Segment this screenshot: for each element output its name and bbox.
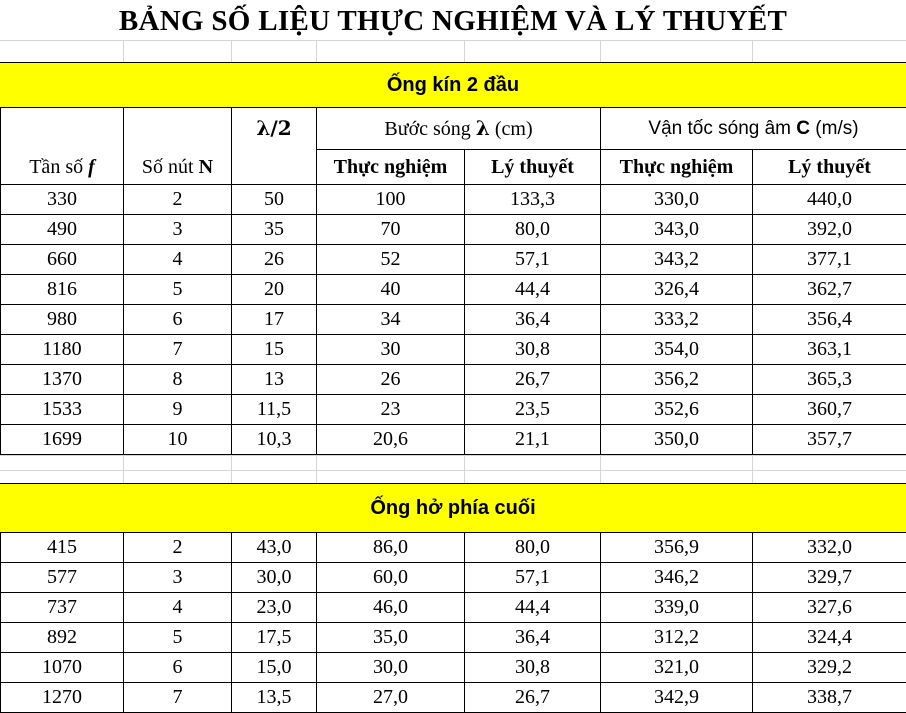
table-cell: 57,1: [465, 245, 601, 275]
table-cell: 10: [124, 425, 232, 455]
table-cell: 354,0: [601, 335, 753, 365]
table-cell: 60,0: [317, 563, 465, 593]
table-cell: 17,5: [232, 623, 317, 653]
table-cell: 23: [317, 395, 465, 425]
table-cell: 330: [1, 185, 124, 215]
table-cell: 23,5: [465, 395, 601, 425]
table-cell: 333,2: [601, 305, 753, 335]
table-cell: 342,9: [601, 683, 753, 713]
table-row: [1, 185, 906, 215]
table-cell: 26: [317, 365, 465, 395]
table-cell: 133,3: [465, 185, 601, 215]
header-cell-empty: [1, 108, 124, 150]
table-cell: 30,0: [232, 563, 317, 593]
wavelength-header: [317, 108, 601, 150]
table-cell: 3: [124, 563, 232, 593]
wl-exp-header: Thực nghiệm: [317, 150, 465, 185]
table-cell: 1180: [1, 335, 124, 365]
table-cell: 440,0: [753, 185, 906, 215]
table-cell: 20: [232, 275, 317, 305]
table-cell: 1070: [1, 653, 124, 683]
wavelength-symbol: λ: [476, 116, 490, 140]
table-cell: 350,0: [601, 425, 753, 455]
table-cell: 816: [1, 275, 124, 305]
table-cell: 44,4: [465, 593, 601, 623]
table-cell: 892: [1, 623, 124, 653]
header-row-bottom: [1, 150, 906, 185]
section1-label: Ống kín 2 đầu: [387, 74, 519, 96]
table-cell: 577: [1, 563, 124, 593]
section2-label: Ống hở phía cuối: [370, 497, 535, 519]
table-cell: 329,7: [753, 563, 906, 593]
table-cell: 377,1: [753, 245, 906, 275]
table-cell: 26,7: [465, 683, 601, 713]
table-cell: 35: [232, 215, 317, 245]
table-cell: 360,7: [753, 395, 906, 425]
table-cell: 980: [1, 305, 124, 335]
table-cell: 46,0: [317, 593, 465, 623]
table-cell: 5: [124, 275, 232, 305]
half-lambda-label: λ/2: [256, 116, 291, 140]
table-section2: [0, 532, 906, 713]
table-cell: 100: [317, 185, 465, 215]
table-cell: 3: [124, 215, 232, 245]
table-cell: 2: [124, 533, 232, 563]
table-cell: 324,4: [753, 623, 906, 653]
table-cell: 339,0: [601, 593, 753, 623]
table-cell: 330,0: [601, 185, 753, 215]
table-cell: 27,0: [317, 683, 465, 713]
table-row: [1, 623, 906, 653]
table-cell: 80,0: [465, 215, 601, 245]
speed-header: [601, 108, 906, 150]
table-row: [1, 245, 906, 275]
table-cell: 332,0: [753, 533, 906, 563]
table-cell: 17: [232, 305, 317, 335]
table-row: [1, 215, 906, 245]
table-cell: 326,4: [601, 275, 753, 305]
table-cell: 13,5: [232, 683, 317, 713]
freq-prefix: Tần số: [29, 156, 88, 178]
table-cell: 327,6: [753, 593, 906, 623]
table-cell: 321,0: [601, 653, 753, 683]
table-cell: 329,2: [753, 653, 906, 683]
table-cell: 57,1: [465, 563, 601, 593]
table-row: [1, 365, 906, 395]
table-cell: 363,1: [753, 335, 906, 365]
table-row: [1, 683, 906, 713]
table-cell: 15: [232, 335, 317, 365]
table-row: [1, 653, 906, 683]
table-row: [1, 563, 906, 593]
table-cell: 11,5: [232, 395, 317, 425]
wavelength-unit: (cm): [490, 118, 533, 140]
table-cell: 26,7: [465, 365, 601, 395]
speed-unit: (m/s): [810, 118, 859, 139]
wl-theory-header: Lý thuyết: [465, 150, 601, 185]
table-cell: 737: [1, 593, 124, 623]
table-cell: 21,1: [465, 425, 601, 455]
table-row: [1, 335, 906, 365]
table-cell: 36,4: [465, 623, 601, 653]
table-row: [1, 395, 906, 425]
table-cell: 50: [232, 185, 317, 215]
table-cell: 34: [317, 305, 465, 335]
table-row: [1, 593, 906, 623]
table-cell: 30,8: [465, 335, 601, 365]
table-cell: 392,0: [753, 215, 906, 245]
table-cell: 2: [124, 185, 232, 215]
v-theory-header: Lý thuyết: [753, 150, 906, 185]
table-cell: 8: [124, 365, 232, 395]
section1-band: [0, 62, 906, 108]
table-cell: 660: [1, 245, 124, 275]
nodes-symbol: N: [199, 156, 213, 178]
table-cell: 365,3: [753, 365, 906, 395]
table-cell: 52: [317, 245, 465, 275]
table-cell: 44,4: [465, 275, 601, 305]
table-cell: 13: [232, 365, 317, 395]
table-cell: 9: [124, 395, 232, 425]
table-cell: 352,6: [601, 395, 753, 425]
table-cell: 30,8: [465, 653, 601, 683]
header-cell-empty: [124, 108, 232, 150]
table-cell: 40: [317, 275, 465, 305]
table-cell: 1533: [1, 395, 124, 425]
speed-symbol: C: [796, 118, 810, 139]
table-cell: 1699: [1, 425, 124, 455]
nodes-prefix: Số nút: [142, 156, 199, 178]
table-cell: 26: [232, 245, 317, 275]
table-cell: 343,0: [601, 215, 753, 245]
table-cell: 343,2: [601, 245, 753, 275]
table-cell: 346,2: [601, 563, 753, 593]
table-row: [1, 275, 906, 305]
table-cell: 4: [124, 593, 232, 623]
table-row: [1, 425, 906, 455]
half-lambda-header: [232, 108, 317, 150]
table-cell: 7: [124, 335, 232, 365]
v-exp-header: Thực nghiệm: [601, 150, 753, 185]
table-cell: 415: [1, 533, 124, 563]
table-cell: 23,0: [232, 593, 317, 623]
page-title: BẢNG SỐ LIỆU THỰC NGHIỆM VÀ LÝ THUYẾT: [0, 0, 906, 40]
nodes-header: [124, 150, 232, 185]
freq-symbol: f: [88, 156, 95, 178]
table-cell: 4: [124, 245, 232, 275]
speed-prefix: Vận tốc sóng âm: [648, 118, 796, 139]
table-cell: 36,4: [465, 305, 601, 335]
table-cell: 15,0: [232, 653, 317, 683]
table-cell: 35,0: [317, 623, 465, 653]
table-cell: 30,0: [317, 653, 465, 683]
table-cell: 490: [1, 215, 124, 245]
table-cell: 1370: [1, 365, 124, 395]
table-cell: 20,6: [317, 425, 465, 455]
table-row: [1, 533, 906, 563]
table-cell: 357,7: [753, 425, 906, 455]
table-row: [1, 305, 906, 335]
table-cell: 362,7: [753, 275, 906, 305]
table-cell: 5: [124, 623, 232, 653]
table-cell: 70: [317, 215, 465, 245]
table-cell: 43,0: [232, 533, 317, 563]
table-cell: 7: [124, 683, 232, 713]
freq-header: [1, 150, 124, 185]
header-row-top: [1, 108, 906, 150]
table-cell: 10,3: [232, 425, 317, 455]
table-cell: 80,0: [465, 533, 601, 563]
table-section1: [0, 107, 906, 455]
header-cell-empty: [232, 150, 317, 185]
table-cell: 6: [124, 653, 232, 683]
table-cell: 1270: [1, 683, 124, 713]
table-cell: 6: [124, 305, 232, 335]
table-cell: 356,2: [601, 365, 753, 395]
table-cell: 356,4: [753, 305, 906, 335]
table-cell: 338,7: [753, 683, 906, 713]
section2-band: [0, 483, 906, 533]
wavelength-prefix: Bước sóng: [384, 118, 475, 140]
table-cell: 30: [317, 335, 465, 365]
table-cell: 312,2: [601, 623, 753, 653]
table-cell: 86,0: [317, 533, 465, 563]
table-cell: 356,9: [601, 533, 753, 563]
